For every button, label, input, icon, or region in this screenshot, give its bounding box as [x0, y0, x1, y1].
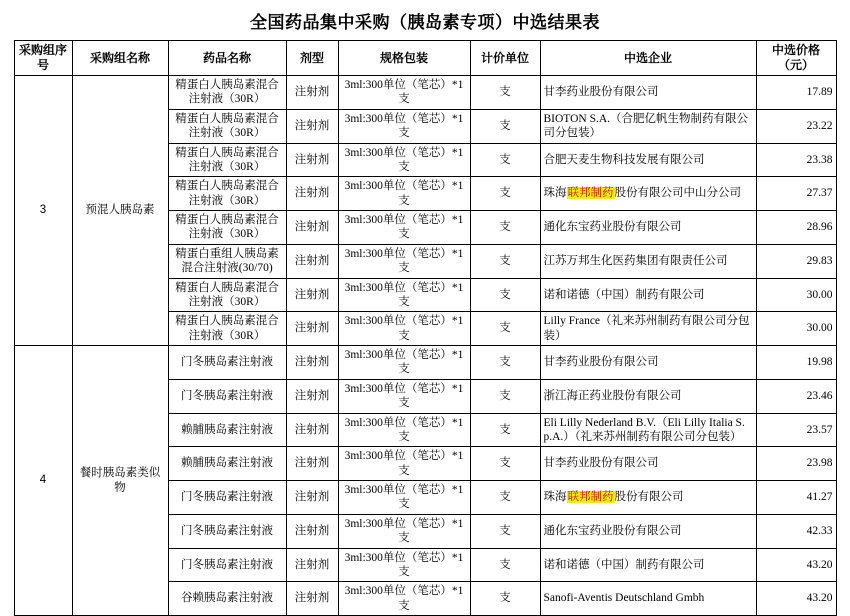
- pricing-unit-cell: 支: [470, 244, 540, 278]
- enterprise-cell: Sanofi-Aventis Deutschland Gmbh: [540, 582, 756, 616]
- enterprise-cell: 珠海联邦制药股份有限公司: [540, 481, 756, 515]
- spec-package-cell: 3ml:300单位（笔芯）*1支: [338, 582, 470, 616]
- drug-name-cell: 精蛋白人胰岛素混合注射液（30R）: [168, 76, 286, 110]
- group-name-cell: 预混人胰岛素: [72, 76, 168, 346]
- price-cell: 43.20: [756, 582, 836, 616]
- pricing-unit-cell: 支: [470, 514, 540, 548]
- enterprise-cell: 甘李药业股份有限公司: [540, 447, 756, 481]
- group-name-cell: 餐时胰岛素类似物: [72, 346, 168, 616]
- enterprise-cell: BIOTON S.A.（合肥亿帆生物制药有限公司分包装）: [540, 109, 756, 143]
- group-index-cell: 4: [14, 346, 72, 616]
- drug-name-cell: 门冬胰岛素注射液: [168, 346, 286, 380]
- drug-name-cell: 谷赖胰岛素注射液: [168, 582, 286, 616]
- dosage-form-cell: 注射剂: [286, 514, 338, 548]
- drug-name-cell: 精蛋白人胰岛素混合注射液（30R）: [168, 211, 286, 245]
- spec-package-cell: 3ml:300单位（笔芯）*1支: [338, 447, 470, 481]
- drug-name-cell: 赖脯胰岛素注射液: [168, 447, 286, 481]
- dosage-form-cell: 注射剂: [286, 379, 338, 413]
- price-cell: 27.37: [756, 177, 836, 211]
- dosage-form-cell: 注射剂: [286, 548, 338, 582]
- pricing-unit-cell: 支: [470, 211, 540, 245]
- enterprise-cell: 通化东宝药业股份有限公司: [540, 514, 756, 548]
- dosage-form-cell: 注射剂: [286, 481, 338, 515]
- pricing-unit-cell: 支: [470, 447, 540, 481]
- column-header-price: 中选价格（元）: [756, 41, 836, 76]
- spec-package-cell: 3ml:300单位（笔芯）*1支: [338, 244, 470, 278]
- spec-package-cell: 3ml:300单位（笔芯）*1支: [338, 481, 470, 515]
- column-header-spec-package: 规格包装: [338, 41, 470, 76]
- pricing-unit-cell: 支: [470, 346, 540, 380]
- dosage-form-cell: 注射剂: [286, 346, 338, 380]
- pricing-unit-cell: 支: [470, 312, 540, 346]
- dosage-form-cell: 注射剂: [286, 278, 338, 312]
- table-row: [14, 346, 836, 380]
- dosage-form-cell: 注射剂: [286, 143, 338, 177]
- enterprise-cell: 通化东宝药业股份有限公司: [540, 211, 756, 245]
- procurement-results-table: [14, 40, 837, 616]
- dosage-form-cell: 注射剂: [286, 413, 338, 447]
- pricing-unit-cell: 支: [470, 548, 540, 582]
- column-header-group-name: 采购组名称: [72, 41, 168, 76]
- price-cell: 29.83: [756, 244, 836, 278]
- pricing-unit-cell: 支: [470, 76, 540, 110]
- price-cell: 43.20: [756, 548, 836, 582]
- spec-package-cell: 3ml:300单位（笔芯）*1支: [338, 143, 470, 177]
- drug-name-cell: 门冬胰岛素注射液: [168, 514, 286, 548]
- pricing-unit-cell: 支: [470, 109, 540, 143]
- dosage-form-cell: 注射剂: [286, 447, 338, 481]
- column-header-group-index: 采购组序号: [14, 41, 72, 76]
- column-header-enterprise: 中选企业: [540, 41, 756, 76]
- table-row: [14, 76, 836, 110]
- pricing-unit-cell: 支: [470, 413, 540, 447]
- price-cell: 41.27: [756, 481, 836, 515]
- column-header-dosage-form: 剂型: [286, 41, 338, 76]
- spec-package-cell: 3ml:300单位（笔芯）*1支: [338, 379, 470, 413]
- pricing-unit-cell: 支: [470, 143, 540, 177]
- price-cell: 30.00: [756, 278, 836, 312]
- price-cell: 17.89: [756, 76, 836, 110]
- dosage-form-cell: 注射剂: [286, 109, 338, 143]
- price-cell: 30.00: [756, 312, 836, 346]
- enterprise-cell: Eli Lilly Nederland B.V.（Eli Lilly Italia S.p.A.）（礼来苏州制药有限公司分包装）: [540, 413, 756, 447]
- enterprise-cell: Lilly France（礼来苏州制药有限公司分包装）: [540, 312, 756, 346]
- highlighted-enterprise-name: 联邦制药: [567, 491, 614, 504]
- drug-name-cell: 精蛋白人胰岛素混合注射液（30R）: [168, 312, 286, 346]
- spec-package-cell: 3ml:300单位（笔芯）*1支: [338, 514, 470, 548]
- pricing-unit-cell: 支: [470, 481, 540, 515]
- dosage-form-cell: 注射剂: [286, 582, 338, 616]
- spec-package-cell: 3ml:300单位（笔芯）*1支: [338, 278, 470, 312]
- enterprise-cell: 诺和诺德（中国）制药有限公司: [540, 278, 756, 312]
- enterprise-cell: 甘李药业股份有限公司: [540, 76, 756, 110]
- price-cell: 23.22: [756, 109, 836, 143]
- dosage-form-cell: 注射剂: [286, 76, 338, 110]
- table-header-row: [14, 41, 836, 76]
- spec-package-cell: 3ml:300单位（笔芯）*1支: [338, 211, 470, 245]
- column-header-drug-name: 药品名称: [168, 41, 286, 76]
- price-cell: 23.46: [756, 379, 836, 413]
- pricing-unit-cell: 支: [470, 379, 540, 413]
- drug-name-cell: 赖脯胰岛素注射液: [168, 413, 286, 447]
- page-title: 全国药品集中采购（胰岛素专项）中选结果表: [250, 13, 600, 32]
- drug-name-cell: 精蛋白人胰岛素混合注射液（30R）: [168, 109, 286, 143]
- table-header: [14, 41, 836, 76]
- enterprise-cell: 甘李药业股份有限公司: [540, 346, 756, 380]
- price-cell: 23.38: [756, 143, 836, 177]
- group-index-cell: 3: [14, 76, 72, 346]
- spec-package-cell: 3ml:300单位（笔芯）*1支: [338, 177, 470, 211]
- pricing-unit-cell: 支: [470, 278, 540, 312]
- price-cell: 23.57: [756, 413, 836, 447]
- price-cell: 23.98: [756, 447, 836, 481]
- drug-name-cell: 精蛋白人胰岛素混合注射液（30R）: [168, 278, 286, 312]
- pricing-unit-cell: 支: [470, 582, 540, 616]
- drug-name-cell: 门冬胰岛素注射液: [168, 379, 286, 413]
- table-body: [14, 76, 836, 616]
- highlighted-enterprise-name: 联邦制药: [567, 187, 614, 200]
- spec-package-cell: 3ml:300单位（笔芯）*1支: [338, 548, 470, 582]
- price-cell: 28.96: [756, 211, 836, 245]
- spec-package-cell: 3ml:300单位（笔芯）*1支: [338, 413, 470, 447]
- price-cell: 19.98: [756, 346, 836, 380]
- pricing-unit-cell: 支: [470, 177, 540, 211]
- enterprise-cell: 珠海联邦制药股份有限公司中山分公司: [540, 177, 756, 211]
- price-cell: 42.33: [756, 514, 836, 548]
- enterprise-cell: 合肥天麦生物科技发展有限公司: [540, 143, 756, 177]
- enterprise-cell: 诺和诺德（中国）制药有限公司: [540, 548, 756, 582]
- dosage-form-cell: 注射剂: [286, 244, 338, 278]
- dosage-form-cell: 注射剂: [286, 211, 338, 245]
- drug-name-cell: 门冬胰岛素注射液: [168, 548, 286, 582]
- spec-package-cell: 3ml:300单位（笔芯）*1支: [338, 76, 470, 110]
- enterprise-cell: 浙江海正药业股份有限公司: [540, 379, 756, 413]
- spec-package-cell: 3ml:300单位（笔芯）*1支: [338, 346, 470, 380]
- drug-name-cell: 精蛋白人胰岛素混合注射液（30R）: [168, 143, 286, 177]
- column-header-pricing-unit: 计价单位: [470, 41, 540, 76]
- spec-package-cell: 3ml:300单位（笔芯）*1支: [338, 312, 470, 346]
- spec-package-cell: 3ml:300单位（笔芯）*1支: [338, 109, 470, 143]
- drug-name-cell: 门冬胰岛素注射液: [168, 481, 286, 515]
- dosage-form-cell: 注射剂: [286, 312, 338, 346]
- enterprise-cell: 江苏万邦生化医药集团有限责任公司: [540, 244, 756, 278]
- dosage-form-cell: 注射剂: [286, 177, 338, 211]
- drug-name-cell: 精蛋白人胰岛素混合注射液（30R）: [168, 177, 286, 211]
- drug-name-cell: 精蛋白重组人胰岛素混合注射液(30/70): [168, 244, 286, 278]
